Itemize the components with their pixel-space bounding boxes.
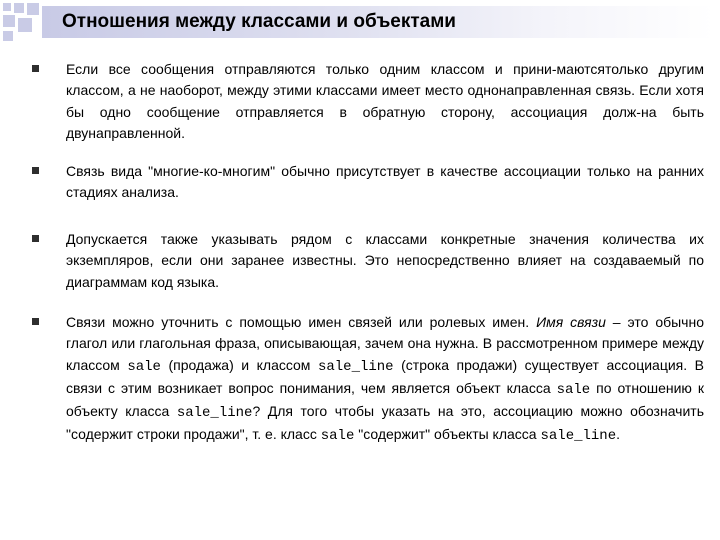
bullet-square-icon [32, 235, 39, 242]
text-run: Связи можно уточнить с помощью имен связей или ролевых имен. [66, 314, 537, 330]
bullet-text: Допускается также указывать рядом с классами конкретные значения количества их экземпляров, если они заранее известны. Это непосредственно влияет на создаваемый по диаграммам код языка. [66, 231, 704, 290]
bullet-square-icon [32, 318, 39, 325]
bullet-text [66, 312, 704, 448]
text-run: (строка продажи) существует ассоциация. В связи с этим возникает вопрос понимания, чем является объект класса [66, 356, 705, 396]
code-class-name: sale_line [317, 358, 394, 375]
text-run: . [616, 426, 620, 443]
code-class-name: sale_line [540, 428, 617, 445]
bullet-square-icon [32, 167, 39, 174]
text-run: "содержит" объекты класса [354, 426, 541, 443]
page-title: Отношения между классами и объектами [62, 11, 456, 32]
code-class-name: sale [127, 358, 161, 375]
text-run: ? Для того чтобы указать на это, ассоциацию можно обозначить "содержит строки продажи", т. е. класс [66, 403, 704, 443]
bullet-square-icon [32, 65, 39, 72]
text-run: по отношению к объекту класса [66, 379, 704, 420]
text-run: (продажа) и классом [160, 356, 318, 373]
code-class-name: sale [320, 428, 355, 445]
code-class-name: sale_line [176, 405, 253, 422]
bullet-text: Если все сообщения отправляются только одним классом и прини-маютсятолько другим классом, а не наоборот, между этими классами имеет место однонаправленная связь. Если хотя бы одно сообщение отправляется в обратную сторону, ассоциация долж-на быть двунаправленной. [66, 61, 704, 141]
term-emphasis: Имя связи [536, 314, 606, 330]
bullet-text: Связь вида "многие-ко-многим" обычно присутствует в качестве ассоциации только на ранних стадиях анализа. [66, 163, 704, 201]
code-class-name: sale [556, 381, 591, 398]
text-run: – это обычно глагол или глагольная фраза, описывающая, зачем она нужна. В рассмотренном примере между классом [66, 314, 704, 373]
